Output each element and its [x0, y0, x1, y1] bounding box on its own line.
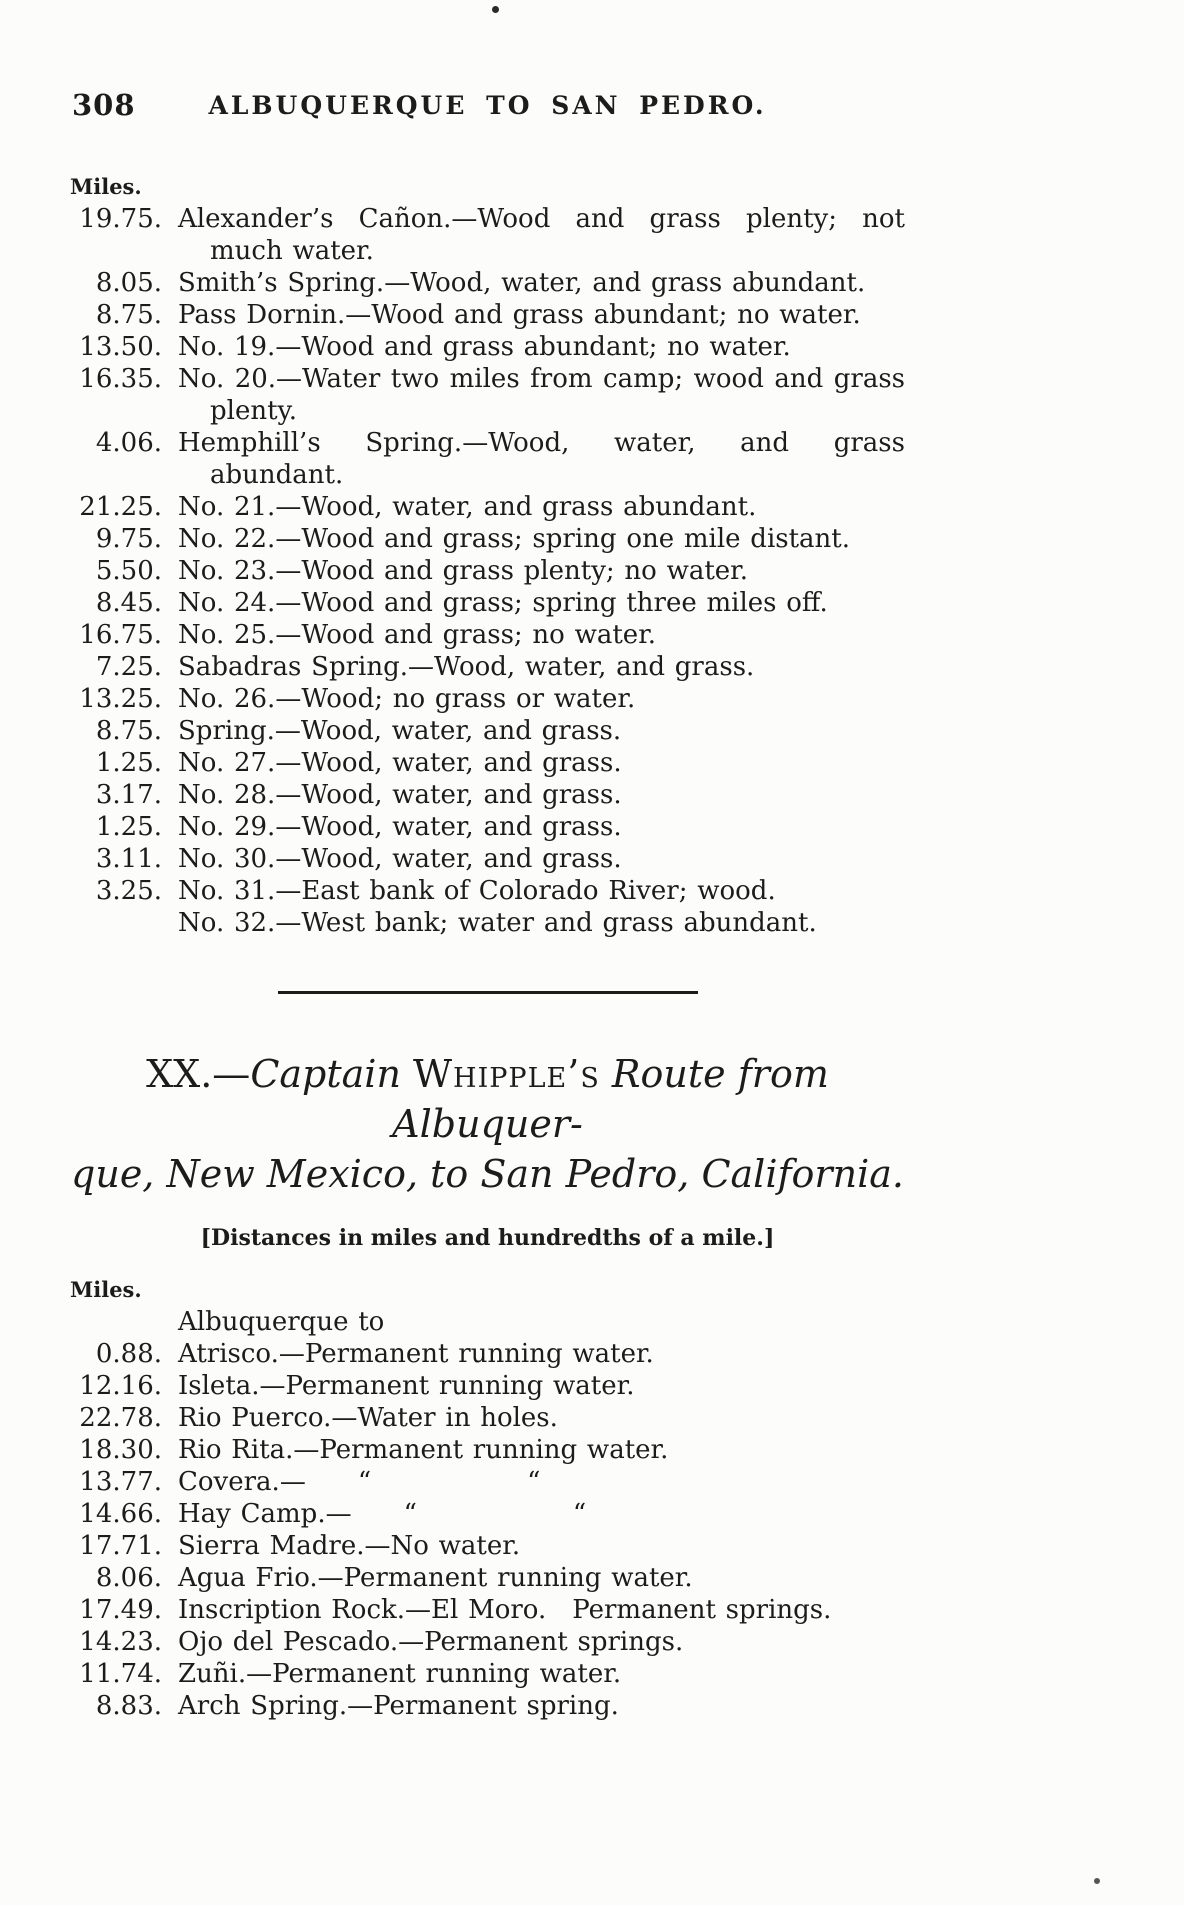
- distances-note: [Distances in miles and hundredths of a mile.]: [200, 1225, 775, 1251]
- entry-miles: 1.25.: [95, 812, 162, 842]
- route-entry: [70, 267, 905, 299]
- entry-description: Hemphill’s Spring.—Wood, water, and grass abundant.: [178, 428, 905, 490]
- route-entry: [70, 1434, 905, 1466]
- entry-miles: 16.75.: [79, 620, 162, 650]
- entry-miles: 11.74.: [79, 1659, 162, 1689]
- route-list-whipple: [70, 1306, 905, 1722]
- entry-miles: 18.30.: [79, 1435, 162, 1465]
- entry-miles: 3.17.: [95, 780, 162, 810]
- entry-description: Sierra Madre.—No water.: [178, 1531, 521, 1561]
- entry-miles: 19.75.: [79, 204, 162, 234]
- route-entry: [70, 1562, 905, 1594]
- entry-description: Inscription Rock.—El Moro. Permanent springs.: [178, 1595, 832, 1625]
- entry-miles: 7.25.: [95, 652, 162, 682]
- entry-description: No. 22.—Wood and grass; spring one mile distant.: [178, 524, 851, 554]
- entry-description: Alexander’s Cañon.—Wood and grass plenty; not much water.: [178, 204, 905, 266]
- route-entry: [70, 427, 905, 491]
- entry-description: Hay Camp.— “ “: [178, 1499, 587, 1529]
- entry-description: No. 28.—Wood, water, and grass.: [178, 780, 622, 810]
- entry-description: No. 24.—Wood and grass; spring three miles off.: [178, 588, 828, 618]
- running-head: ALBUQUERQUE TO SAN PEDRO.: [208, 91, 767, 120]
- entry-miles: 14.23.: [79, 1627, 162, 1657]
- entry-miles: 13.50.: [79, 332, 162, 362]
- entry-description: Zuñi.—Permanent running water.: [178, 1659, 622, 1689]
- page-number: 308: [72, 88, 136, 122]
- entry-description: Rio Puerco.—Water in holes.: [178, 1403, 558, 1433]
- entry-description: No. 27.—Wood, water, and grass.: [178, 748, 622, 778]
- entry-description: No. 20.—Water two miles from camp; wood and grass plenty.: [178, 364, 905, 426]
- route-entry: [70, 1402, 905, 1434]
- section-heading-line2: que, New Mexico, to San Pedro, California.: [71, 1152, 904, 1196]
- entry-description: Smith’s Spring.—Wood, water, and grass abundant.: [178, 268, 866, 298]
- route-entry: [70, 1466, 905, 1498]
- section-number: XX.—: [146, 1052, 251, 1096]
- route-entry: [70, 619, 905, 651]
- route-entry: [70, 1690, 905, 1722]
- route-entry: [70, 203, 905, 267]
- heading-captain: Captain: [250, 1052, 413, 1096]
- entry-miles: 5.50.: [95, 556, 162, 586]
- route-entry: [70, 875, 905, 907]
- entry-description: Atrisco.—Permanent running water.: [178, 1339, 654, 1369]
- scan-artifact: [492, 6, 499, 13]
- route-entry: [70, 1370, 905, 1402]
- route-entry: [70, 491, 905, 523]
- entry-miles: 13.25.: [79, 684, 162, 714]
- heading-name: Whipple’s: [413, 1052, 600, 1096]
- entry-description: Pass Dornin.—Wood and grass abundant; no water.: [178, 300, 861, 330]
- entry-miles: 4.06.: [95, 428, 162, 458]
- entry-miles: 8.05.: [95, 268, 162, 298]
- entry-miles: 16.35.: [79, 364, 162, 394]
- entry-description: No. 30.—Wood, water, and grass.: [178, 844, 622, 874]
- entry-miles: 13.77.: [79, 1467, 162, 1497]
- route-entry: [70, 299, 905, 331]
- route-entry: [70, 907, 905, 939]
- entry-description: No. 32.—West bank; water and grass abundant.: [178, 908, 817, 938]
- entry-miles: 3.25.: [95, 876, 162, 906]
- entry-description: Isleta.—Permanent running water.: [178, 1371, 635, 1401]
- route-entry: [70, 811, 905, 843]
- entry-miles: 12.16.: [79, 1371, 162, 1401]
- page-header: [70, 88, 905, 128]
- section-heading: [70, 1049, 905, 1199]
- entry-description: No. 26.—Wood; no grass or water.: [178, 684, 636, 714]
- route-entry: [70, 1626, 905, 1658]
- entry-description: Spring.—Wood, water, and grass.: [178, 716, 622, 746]
- entry-miles: 8.75.: [95, 716, 162, 746]
- entry-miles: 8.83.: [95, 1691, 162, 1721]
- entry-miles: 17.49.: [79, 1595, 162, 1625]
- entry-description: Covera.— “ “: [178, 1467, 541, 1497]
- route-entry: [70, 779, 905, 811]
- entry-description: Sabadras Spring.—Wood, water, and grass.: [178, 652, 755, 682]
- entry-miles: 8.45.: [95, 588, 162, 618]
- section-divider: [278, 991, 698, 994]
- route-entry: [70, 1338, 905, 1370]
- entry-miles: 3.11.: [95, 844, 162, 874]
- entry-miles: 9.75.: [95, 524, 162, 554]
- entry-miles: 22.78.: [79, 1403, 162, 1433]
- entry-miles: 21.25.: [79, 492, 162, 522]
- route-entry: [70, 1306, 905, 1338]
- entry-description: No. 21.—Wood, water, and grass abundant.: [178, 492, 757, 522]
- route-entry: [70, 331, 905, 363]
- route-entry: [70, 683, 905, 715]
- route-entry: [70, 1498, 905, 1530]
- route-list-albuquerque-san-pedro: [70, 203, 905, 939]
- route-entry: [70, 1658, 905, 1690]
- entry-description: No. 31.—East bank of Colorado River; wood.: [178, 876, 776, 906]
- entry-miles: 0.88.: [95, 1339, 162, 1369]
- route-entry: [70, 651, 905, 683]
- route-entry: [70, 587, 905, 619]
- entry-description: No. 25.—Wood and grass; no water.: [178, 620, 657, 650]
- scan-artifact: [1094, 1878, 1100, 1884]
- entry-miles: 1.25.: [95, 748, 162, 778]
- entry-miles: 8.06.: [95, 1563, 162, 1593]
- entry-description: Ojo del Pescado.—Permanent springs.: [178, 1627, 684, 1657]
- entry-description: Albuquerque to: [178, 1307, 385, 1337]
- route-entry: [70, 523, 905, 555]
- entry-miles: 17.71.: [79, 1531, 162, 1561]
- route-entry: [70, 1594, 905, 1626]
- section-heading-line1: [70, 1049, 905, 1149]
- miles-column-label: Miles.: [70, 174, 142, 199]
- route-entry: [70, 555, 905, 587]
- entry-description: No. 19.—Wood and grass abundant; no water.: [178, 332, 791, 362]
- entry-description: Rio Rita.—Permanent running water.: [178, 1435, 669, 1465]
- route-entry: [70, 747, 905, 779]
- route-entry: [70, 1530, 905, 1562]
- route-entry: [70, 715, 905, 747]
- entry-miles: [70, 907, 162, 939]
- entry-description: Agua Frio.—Permanent running water.: [178, 1563, 693, 1593]
- route-entry: [70, 363, 905, 427]
- entry-miles: 14.66.: [79, 1499, 162, 1529]
- entry-miles: 8.75.: [95, 300, 162, 330]
- entry-description: Arch Spring.—Permanent spring.: [178, 1691, 619, 1721]
- heading-rest: Route from Albuquer-: [392, 1052, 829, 1146]
- entry-description: No. 23.—Wood and grass plenty; no water.: [178, 556, 749, 586]
- route-entry: [70, 843, 905, 875]
- entry-miles: [70, 1306, 162, 1338]
- miles-column-label: Miles.: [70, 1277, 142, 1302]
- entry-description: No. 29.—Wood, water, and grass.: [178, 812, 622, 842]
